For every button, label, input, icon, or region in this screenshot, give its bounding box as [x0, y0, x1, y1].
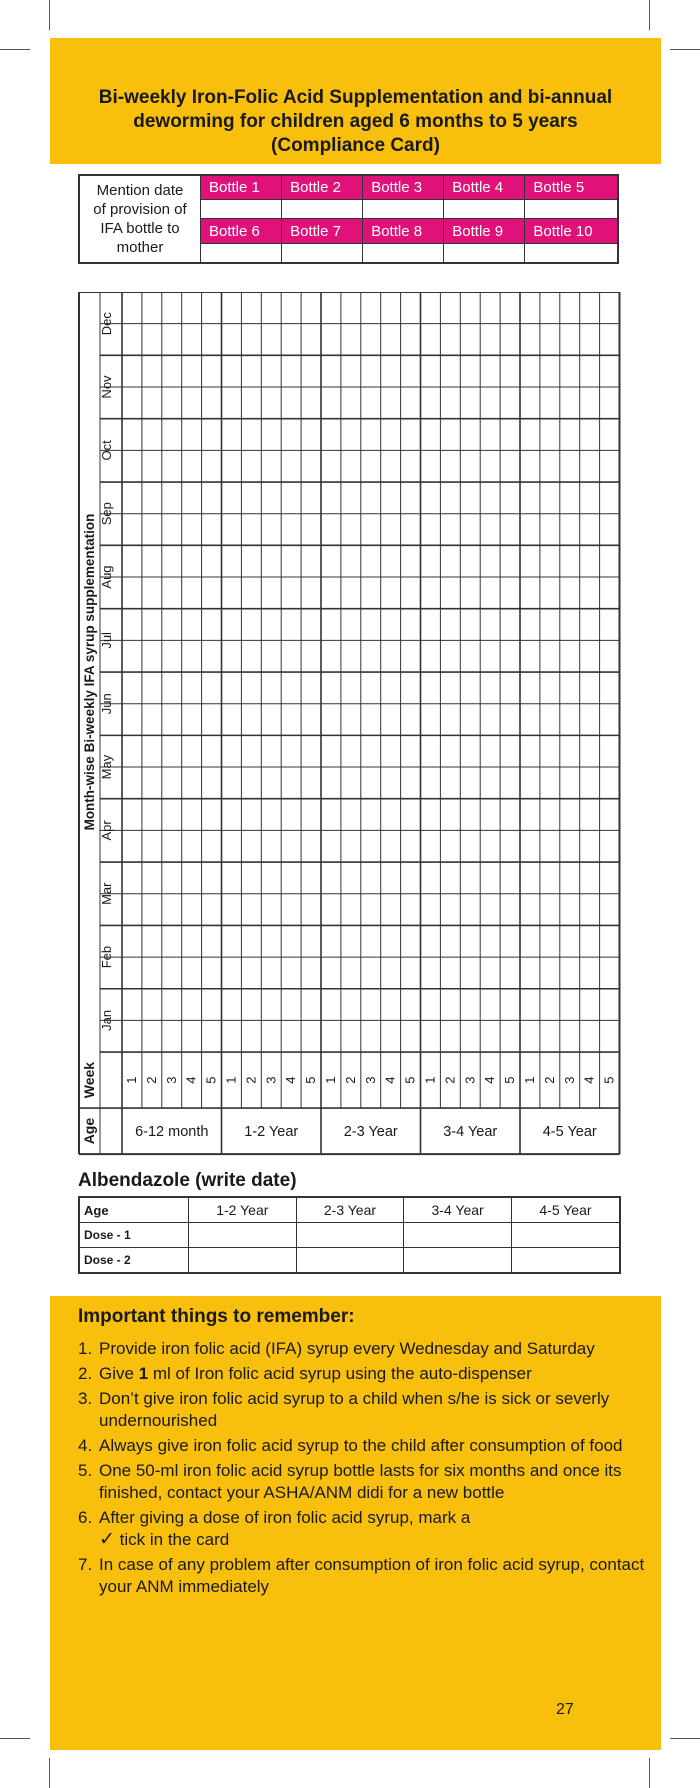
week-number: 1: [521, 1076, 537, 1084]
list-item: [78, 1460, 648, 1504]
bottle-label: Bottle 9: [444, 219, 525, 243]
header-banner: [50, 38, 661, 164]
month-label: Nov: [99, 375, 114, 399]
week-number: 5: [402, 1076, 418, 1084]
mention-line: mother: [116, 239, 164, 256]
crop-mark: [649, 0, 650, 30]
page-number: 27: [556, 1701, 574, 1718]
dose-date-cell[interactable]: [189, 1223, 297, 1248]
crop-mark: [670, 49, 700, 50]
week-number: 3: [163, 1076, 179, 1084]
dose-date-cell[interactable]: [404, 1248, 512, 1274]
crop-mark: [49, 0, 50, 30]
albendazole-table: [78, 1196, 621, 1274]
week-number: 4: [283, 1076, 299, 1084]
week-number: 3: [462, 1076, 478, 1084]
date-cell[interactable]: [282, 200, 363, 219]
dose-date-cell[interactable]: [296, 1223, 404, 1248]
dose-date-cell[interactable]: [511, 1248, 620, 1274]
week-number: 3: [263, 1076, 279, 1084]
week-number: 2: [342, 1076, 358, 1084]
list-item: [78, 1363, 648, 1385]
date-cell[interactable]: [363, 200, 444, 219]
item-text: One 50-ml iron folic acid syrup bottle lasts for six months and once its finished, contact your ASHA/ANM didi for a new bottle: [99, 1461, 622, 1502]
mention-line: Mention date: [96, 182, 184, 199]
age-label: Age: [81, 1117, 97, 1145]
bottle-label: Bottle 2: [282, 175, 363, 200]
month-label: Apr: [99, 820, 114, 841]
dose-1-label: Dose - 1: [79, 1223, 189, 1248]
date-cell[interactable]: [201, 200, 282, 219]
bottle-label: Bottle 4: [444, 175, 525, 200]
mention-line: of provision of: [93, 201, 187, 218]
item-text: Give: [99, 1364, 139, 1383]
item-number: 5.: [78, 1461, 93, 1480]
title-line: deworming for children aged 6 months to 5 years: [133, 111, 578, 132]
bottle-table: [78, 174, 619, 264]
month-label: Sep: [99, 502, 114, 526]
week-number: 2: [541, 1076, 557, 1084]
crop-mark: [0, 49, 30, 50]
bottle-label: Bottle 6: [201, 219, 282, 243]
item-number: 2.: [78, 1364, 93, 1383]
item-text: After giving a dose of iron folic acid syrup, mark a: [99, 1508, 471, 1527]
mention-line: IFA bottle to: [100, 220, 180, 237]
item-number: 1.: [78, 1339, 93, 1358]
week-number: 5: [601, 1076, 617, 1084]
albendazole-age-header: 3-4 Year: [404, 1197, 512, 1223]
date-cell[interactable]: [363, 243, 444, 263]
list-item: [78, 1507, 648, 1551]
week-number: 4: [183, 1076, 199, 1084]
age-group-label: 4-5 Year: [542, 1124, 597, 1141]
mention-label: [79, 175, 201, 263]
grid-side-title: Month-wise Bi-weekly IFA syrup supplementation: [82, 513, 97, 831]
dose-date-cell[interactable]: [296, 1248, 404, 1274]
albendazole-age-header: 4-5 Year: [511, 1197, 620, 1223]
item-number: 7.: [78, 1555, 93, 1574]
week-number: 4: [581, 1076, 597, 1084]
item-text: In case of any problem after consumption of iron folic acid syrup, contact your ANM immediately: [99, 1555, 645, 1596]
week-number: 1: [223, 1076, 239, 1084]
item-number: 6.: [78, 1508, 93, 1527]
item-number: 3.: [78, 1389, 93, 1408]
week-number: 3: [561, 1076, 577, 1084]
week-number: 1: [422, 1076, 438, 1084]
dose-date-cell[interactable]: [404, 1223, 512, 1248]
date-cell[interactable]: [282, 243, 363, 263]
month-label: Jun: [99, 693, 114, 715]
month-label: Oct: [99, 440, 114, 461]
month-label: Dec: [99, 312, 114, 336]
remember-list: [78, 1338, 648, 1601]
albendazole-age-header: 2-3 Year: [296, 1197, 404, 1223]
item-text: Don’t give iron folic acid syrup to a child when s/he is sick or severly undernourished: [99, 1389, 610, 1430]
date-cell[interactable]: [444, 243, 525, 263]
age-group-label: 2-3 Year: [343, 1124, 398, 1141]
date-cell[interactable]: [525, 243, 618, 263]
week-number: 2: [442, 1076, 458, 1084]
remember-title: Important things to remember:: [78, 1306, 355, 1327]
supplementation-grid: [78, 292, 622, 1156]
list-item: [78, 1435, 648, 1457]
remember-panel: [50, 1296, 661, 1750]
month-label: Jul: [99, 632, 114, 649]
week-number: 1: [123, 1076, 139, 1084]
week-number: 2: [143, 1076, 159, 1084]
month-label: Mar: [99, 882, 114, 905]
page-title: [50, 86, 661, 158]
month-label: Jan: [99, 1009, 114, 1031]
albendazole-age-header: 1-2 Year: [189, 1197, 297, 1223]
list-item: [78, 1388, 648, 1432]
dose-2-label: Dose - 2: [79, 1248, 189, 1274]
week-number: 4: [382, 1076, 398, 1084]
bottle-label: Bottle 3: [363, 175, 444, 200]
title-line: (Compliance Card): [271, 135, 440, 156]
check-mark-icon: ✓: [99, 1529, 115, 1550]
bottle-label: Bottle 5: [525, 175, 618, 200]
dose-date-cell[interactable]: [189, 1248, 297, 1274]
week-number: 2: [243, 1076, 259, 1084]
month-label: Feb: [99, 945, 114, 969]
crop-mark: [649, 1758, 650, 1788]
bottle-label: Bottle 7: [282, 219, 363, 243]
week-number: 1: [322, 1076, 338, 1084]
item-text: Provide iron folic acid (IFA) syrup every Wednesday and Saturday: [99, 1339, 595, 1358]
item-number: 4.: [78, 1436, 93, 1455]
age-group-label: 6-12 month: [135, 1124, 209, 1141]
albendazole-age-label: Age: [79, 1197, 189, 1223]
date-cell[interactable]: [201, 243, 282, 263]
week-number: 5: [502, 1076, 518, 1084]
month-label: May: [99, 754, 114, 780]
bottle-label: Bottle 8: [363, 219, 444, 243]
item-text: tick in the card: [114, 1530, 230, 1549]
month-label: Aug: [99, 565, 114, 589]
date-cell[interactable]: [444, 200, 525, 219]
title-line: Bi-weekly Iron-Folic Acid Supplementation and bi-annual: [98, 87, 613, 108]
crop-mark: [0, 1738, 30, 1739]
age-group-label: 3-4 Year: [443, 1124, 498, 1141]
week-number: 5: [303, 1076, 319, 1084]
age-group-label: 1-2 Year: [244, 1124, 299, 1141]
albendazole-title: Albendazole (write date): [78, 1170, 297, 1191]
bottle-label: Bottle 1: [201, 175, 282, 200]
list-item: [78, 1554, 648, 1598]
item-text: Always give iron folic acid syrup to the child after consumption of food: [99, 1436, 623, 1455]
crop-mark: [49, 1758, 50, 1788]
date-cell[interactable]: [525, 200, 618, 219]
dose-date-cell[interactable]: [511, 1223, 620, 1248]
week-number: 4: [482, 1076, 498, 1084]
week-number: 3: [362, 1076, 378, 1084]
crop-mark: [670, 1738, 700, 1739]
list-item: [78, 1338, 648, 1360]
week-number: 5: [203, 1076, 219, 1084]
week-label: Week: [81, 1061, 97, 1099]
item-bold: 1: [138, 1364, 149, 1383]
bottle-label: Bottle 10: [525, 219, 618, 243]
item-text: ml of Iron folic acid syrup using the auto-dispenser: [148, 1364, 532, 1383]
